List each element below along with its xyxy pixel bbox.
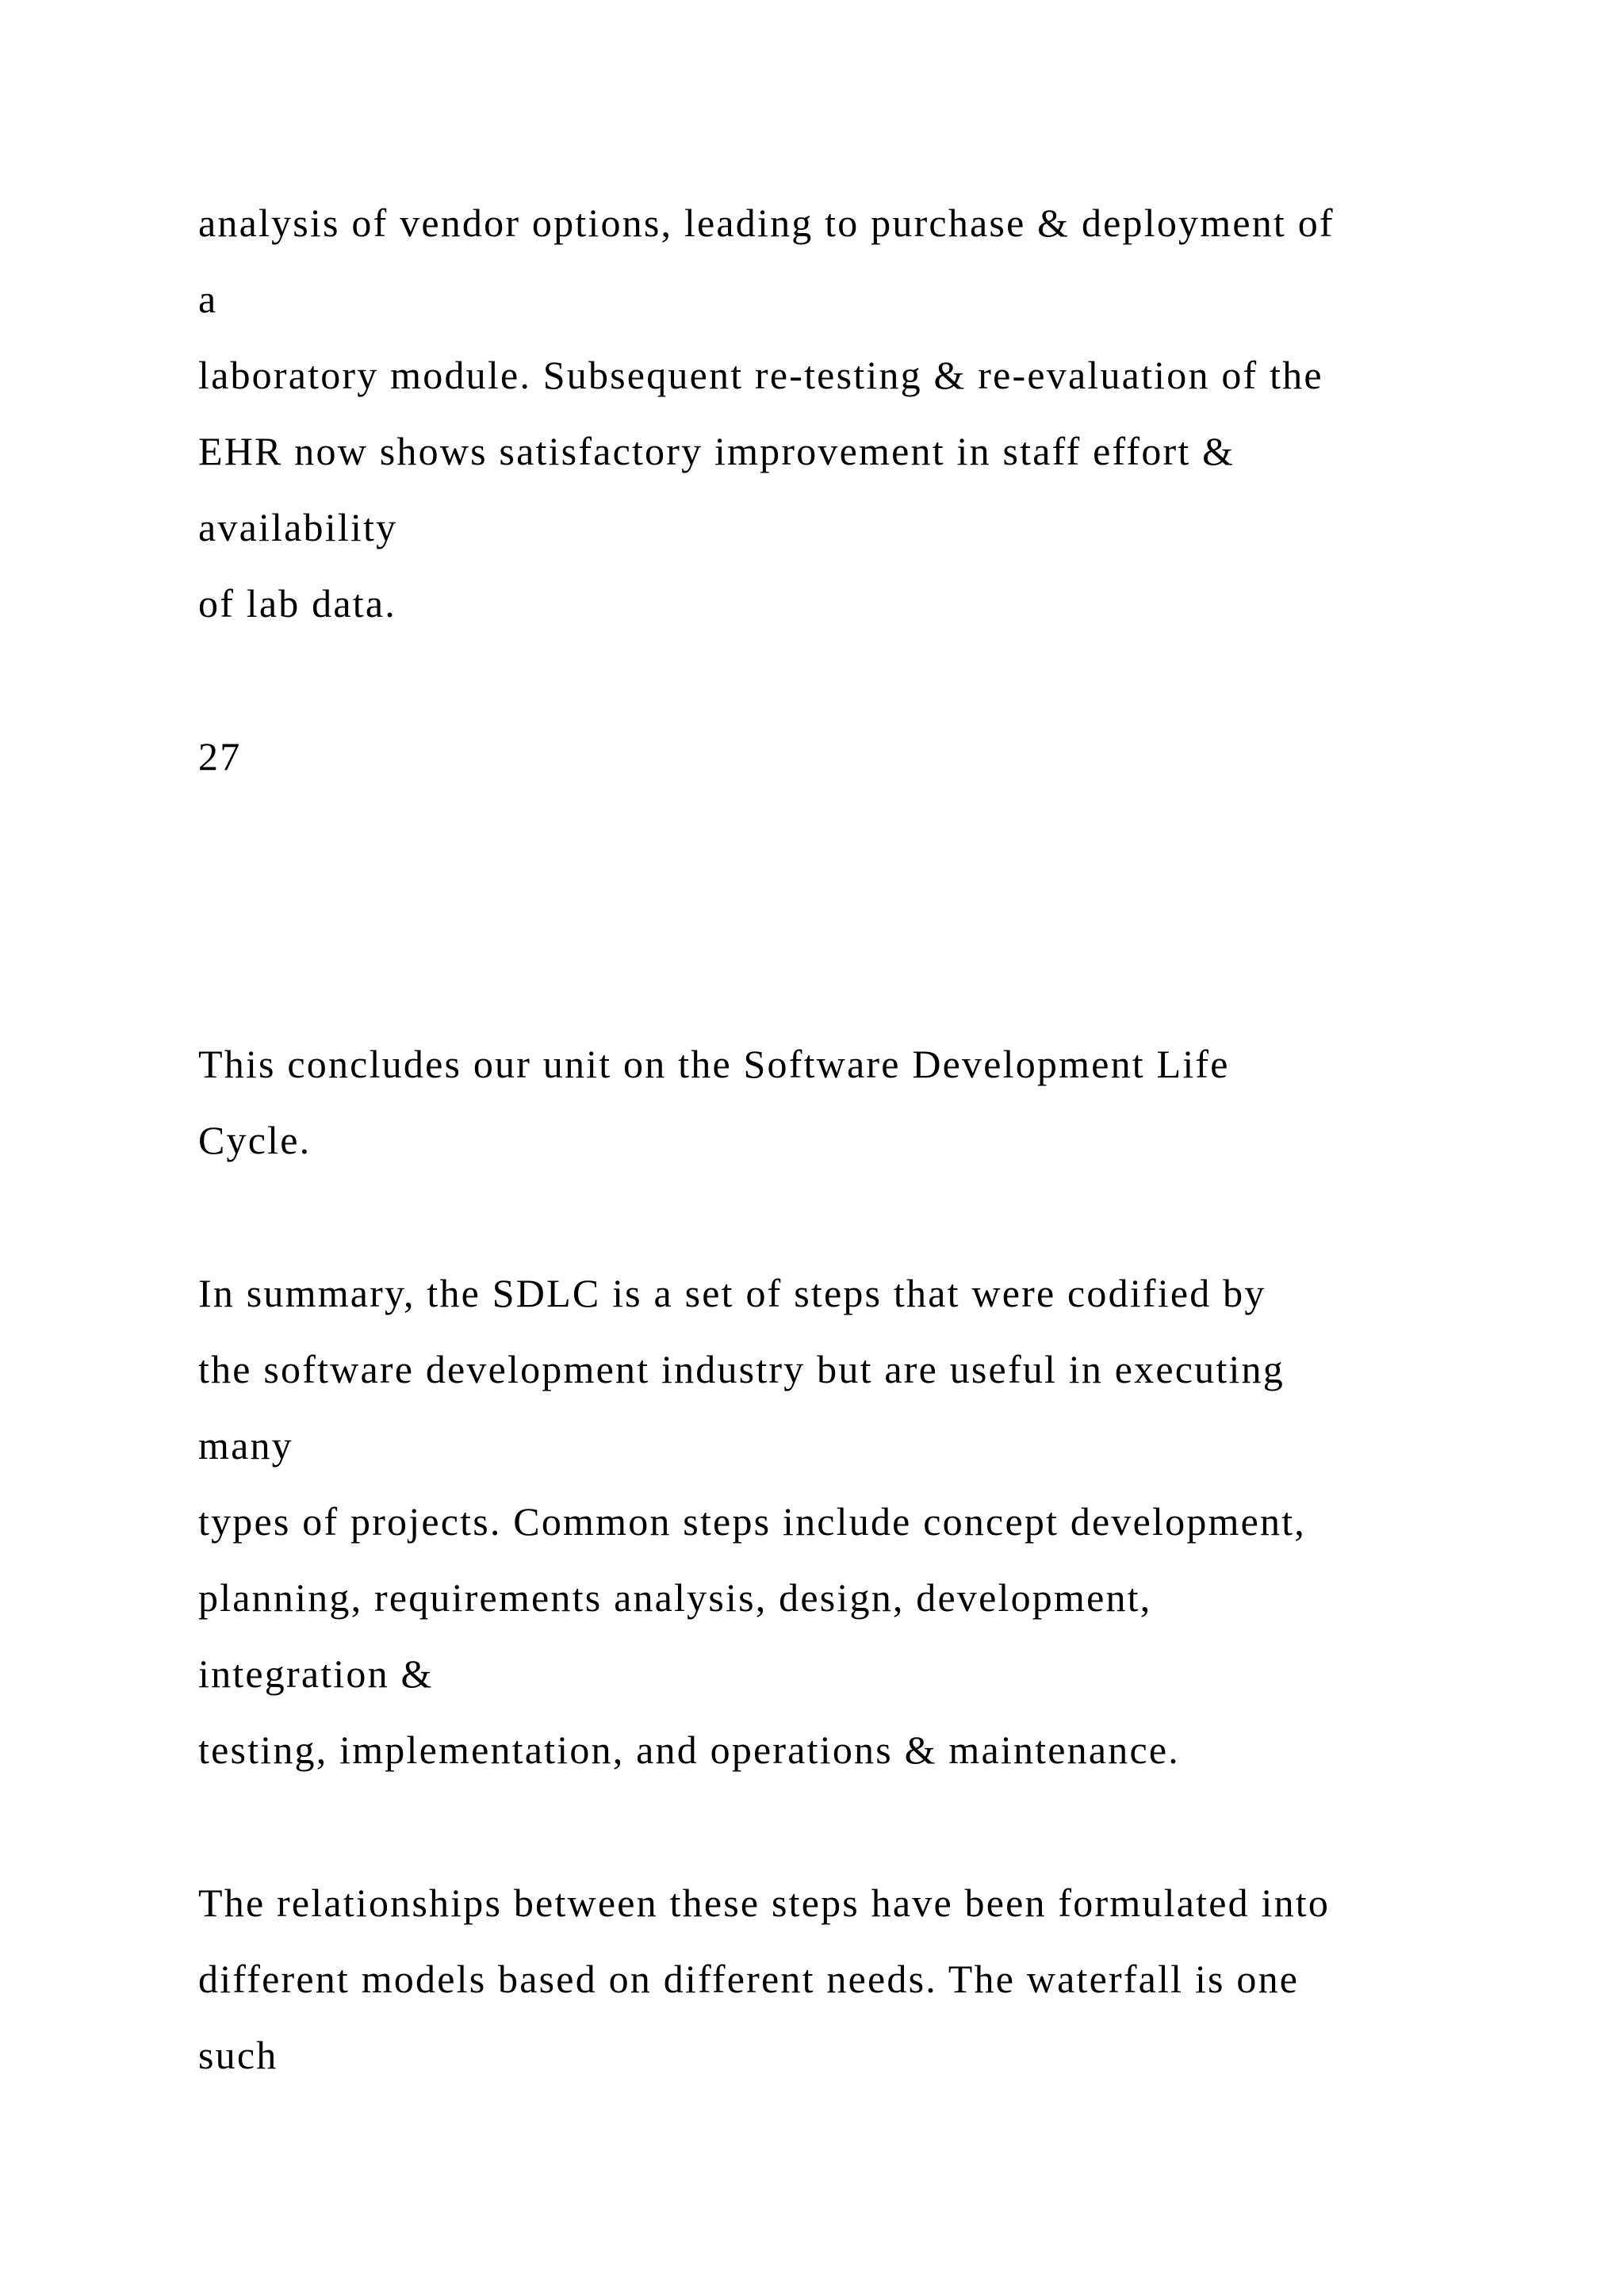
paragraph-line: of lab data.	[198, 581, 396, 626]
paragraph-line: such	[198, 2033, 278, 2077]
paragraph-line: EHR now shows satisfactory improvement in staff effort &	[198, 429, 1235, 473]
paragraph-line: many	[198, 1423, 293, 1468]
paragraph-line: The relationships between these steps have been formulated into	[198, 1881, 1331, 1925]
paragraph-line: In summary, the SDLC is a set of steps that were codified by	[198, 1271, 1266, 1315]
paragraph-line: planning, requirements analysis, design, development,	[198, 1575, 1152, 1620]
paragraph-line: integration &	[198, 1651, 434, 1696]
paragraph-line: Cycle.	[198, 1118, 312, 1162]
paragraph-line: This concludes our unit on the Software Development Life	[198, 1042, 1230, 1086]
paragraph-line: analysis of vendor options, leading to purchase & deployment of	[198, 201, 1335, 245]
paragraph-line: laboratory module. Subsequent re-testing & re-evaluation of the	[198, 353, 1323, 397]
paragraph-line: types of projects. Common steps include concept development,	[198, 1499, 1306, 1544]
paragraph-line: availability	[198, 505, 398, 549]
paragraph-line: a	[198, 277, 218, 321]
page-number: 27	[198, 734, 242, 779]
paragraph-line: the software development industry but are useful in executing	[198, 1347, 1285, 1391]
paragraph-line: testing, implementation, and operations & maintenance.	[198, 1728, 1180, 1772]
paragraph-line: different models based on different needs. The waterfall is one	[198, 1957, 1300, 2001]
